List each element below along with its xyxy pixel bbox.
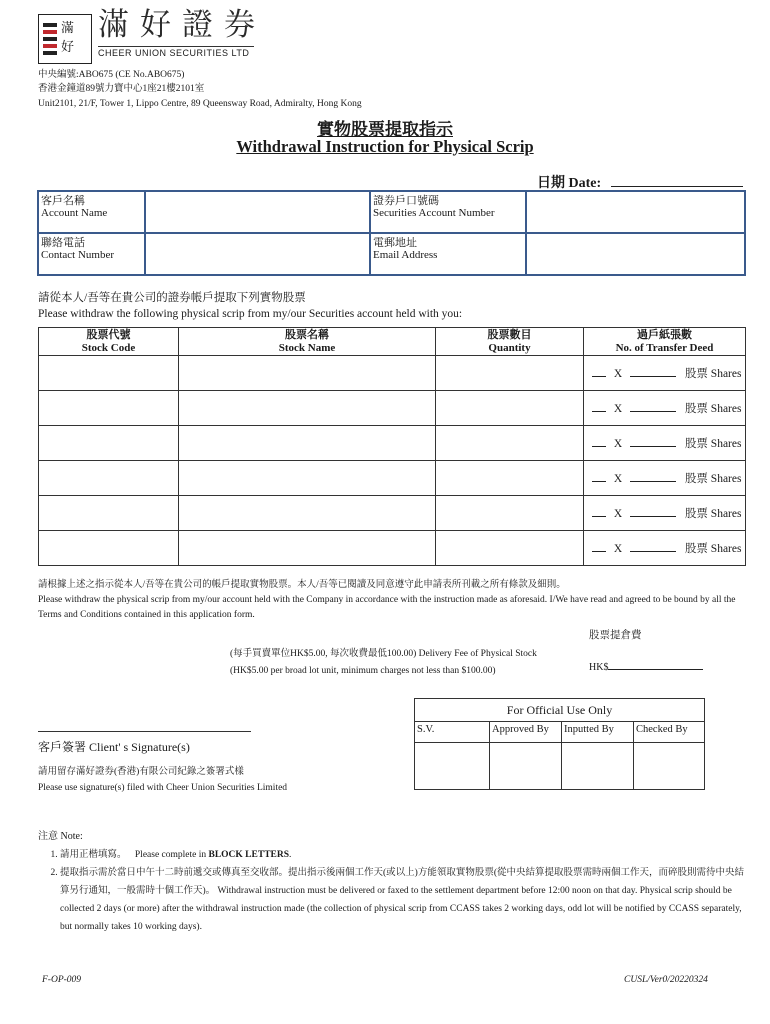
- email-label-en: Email Address: [373, 249, 438, 261]
- account-name-label: [38, 191, 145, 233]
- signature-line[interactable]: [38, 731, 251, 732]
- page-title-en: Withdrawal Instruction for Physical Scrip: [236, 137, 534, 156]
- deed-count-blank[interactable]: [592, 446, 606, 447]
- withdraw-request-en: Please withdraw the following physical scrip from my/our Securities account held with you:: [38, 308, 463, 320]
- header-transfer-deed-cn: 過戶紙張數: [637, 328, 692, 341]
- table-row: [39, 461, 746, 496]
- deed-unit: 股票 Shares: [684, 368, 742, 380]
- transfer-deed-field[interactable]: [584, 391, 746, 426]
- delivery-fee-title: 股票提倉費: [589, 630, 642, 641]
- terms-text: [38, 578, 748, 623]
- signature-note-en: Please use signature(s) filed with Cheer Union Securities Limited: [38, 783, 288, 793]
- stock-name-field[interactable]: [179, 461, 436, 496]
- header-stock-code-en: Stock Code: [81, 341, 136, 354]
- contact-number-label: [38, 233, 145, 275]
- notes-heading: 注意 Note:: [38, 831, 83, 842]
- deed-shares-blank[interactable]: [630, 551, 676, 552]
- header-quantity: [436, 328, 584, 356]
- stock-code-field[interactable]: [39, 426, 179, 461]
- header-stock-name: [179, 328, 436, 356]
- deed-x: X: [613, 438, 623, 450]
- logo-icon-text: 滿好: [61, 21, 75, 55]
- deed-unit: 股票 Shares: [684, 473, 742, 485]
- deed-unit: 股票 Shares: [684, 438, 742, 450]
- note-item-2: 2. 提取指示需於當日中午十二時前遞交或傳真至交收部。提出指示後兩個工作天(或以上)方能領取實物股票(從中央結算提取股票需時兩個工作天，而碎股則需待中央結算另行通知，一般需時十個工作天)。 Withdrawal instruction must be delivered or faxed to the settlement department before 12:00 noon on that day. Physical scrip should be collected 2 days (or more) after the withdrawal instruction made (the collection of physical scrip from CCASS takes 2 working days, odd lot will be notified by CCASS separately, but normally takes 10 working days).: [60, 864, 747, 936]
- securities-account-label: [370, 191, 526, 233]
- deed-count-blank[interactable]: [592, 411, 606, 412]
- quantity-field[interactable]: [436, 356, 584, 391]
- page-title-cn: 實物股票提取指示: [317, 120, 453, 140]
- delivery-fee-line2: (HK$5.00 per broad lot unit, minimum charges not less than $100.00): [230, 666, 496, 676]
- stock-table-header: [39, 328, 746, 356]
- date-field[interactable]: [611, 186, 743, 187]
- official-checked-field[interactable]: [634, 743, 705, 790]
- transfer-deed-field[interactable]: [584, 531, 746, 566]
- company-name-cn: 滿好證券: [98, 7, 266, 43]
- hk-currency-label: HK$: [589, 662, 609, 673]
- terms-cn: 請根據上述之指示從本人/吾等在貴公司的帳戶提取實物股票。本人/吾等已閱讀及同意遵守此申請表所刊載之所有條款及細則。: [38, 580, 566, 590]
- deed-count-blank[interactable]: [592, 516, 606, 517]
- official-sv-field[interactable]: [415, 743, 490, 790]
- stock-name-field[interactable]: [179, 356, 436, 391]
- official-col-inputted: Inputted By: [562, 722, 634, 743]
- stock-name-field[interactable]: [179, 531, 436, 566]
- stock-code-field[interactable]: [39, 356, 179, 391]
- note-1-bold: BLOCK LETTERS: [208, 850, 290, 860]
- deed-shares-blank[interactable]: [630, 516, 676, 517]
- stock-name-field[interactable]: [179, 426, 436, 461]
- stock-code-field[interactable]: [39, 531, 179, 566]
- contact-number-label-cn: 聯絡電話: [41, 237, 85, 249]
- header-stock-code: [39, 328, 179, 356]
- delivery-fee-text: [230, 646, 537, 680]
- deed-count-blank[interactable]: [592, 376, 606, 377]
- contact-number-field[interactable]: [145, 233, 370, 275]
- header-transfer-deed-en: No. of Transfer Deed: [615, 341, 714, 354]
- account-name-label-cn: 客戶名稱: [41, 195, 85, 207]
- header-transfer-deed: [584, 328, 746, 356]
- table-row: [39, 356, 746, 391]
- deed-shares-blank[interactable]: [630, 411, 676, 412]
- address-cn: 香港金鐘道89號力寶中心1座21樓2101室: [38, 84, 205, 94]
- delivery-fee-line1: (每手買賣單位HK$5.00, 每次收費最低100.00) Delivery Fee of Physical Stock: [230, 649, 537, 659]
- deed-x: X: [613, 508, 623, 520]
- table-row: [39, 531, 746, 566]
- header-quantity-en: Quantity: [488, 341, 531, 354]
- account-name-label-en: Account Name: [41, 207, 108, 219]
- quantity-field[interactable]: [436, 426, 584, 461]
- note-1-en: Please complete in: [134, 850, 207, 860]
- stock-code-field[interactable]: [39, 391, 179, 426]
- deed-x: X: [613, 543, 623, 555]
- contact-number-label-en: Contact Number: [41, 249, 115, 261]
- table-row: [39, 426, 746, 461]
- table-row: [39, 496, 746, 531]
- email-label-cn: 電郵地址: [373, 237, 417, 249]
- official-col-approved: Approved By: [490, 722, 562, 743]
- header-quantity-cn: 股票數目: [487, 328, 532, 341]
- header-stock-code-cn: 股票代號: [86, 328, 131, 341]
- terms-en: Please withdraw the physical scrip from my/our account held with the Company in accordance with the instruction made as aforesaid. I/We have read and agreed to be bound by all the Terms and Conditions contained in this application form.: [38, 595, 736, 620]
- deed-x: X: [613, 368, 623, 380]
- deed-shares-blank[interactable]: [630, 446, 676, 447]
- deed-shares-blank[interactable]: [630, 481, 676, 482]
- deed-unit: 股票 Shares: [684, 508, 742, 520]
- client-info-table: [37, 190, 746, 276]
- official-use-title: For Official Use Only: [415, 699, 705, 722]
- form-version: CUSL/Ver0/20220324: [624, 975, 708, 985]
- transfer-deed-field[interactable]: [584, 461, 746, 496]
- stock-code-field[interactable]: [39, 461, 179, 496]
- withdraw-request-cn: 請從本人/吾等在貴公司的證券帳戶提取下列實物股票: [38, 292, 306, 304]
- deed-x: X: [613, 403, 623, 415]
- deed-x: X: [613, 473, 623, 485]
- signature-note-cn: 請用留存滿好證券(香港)有限公司紀錄之簽署式樣: [38, 767, 244, 777]
- deed-unit: 股票 Shares: [684, 403, 742, 415]
- deed-shares-blank[interactable]: [630, 376, 676, 377]
- withdraw-request: [38, 290, 462, 322]
- header-stock-name-cn: 股票名稱: [285, 328, 329, 341]
- transfer-deed-field[interactable]: [584, 496, 746, 531]
- form-code: F-OP-009: [42, 975, 82, 985]
- quantity-field[interactable]: [436, 496, 584, 531]
- official-inputted-field[interactable]: [562, 743, 634, 790]
- ce-number: 中央編號:ABO675 (CE No.ABO675): [38, 70, 185, 80]
- stock-table: [38, 327, 746, 566]
- email-label: [370, 233, 526, 275]
- date-label: 日期 Date:: [537, 176, 602, 191]
- deed-count-blank[interactable]: [592, 481, 606, 482]
- account-name-field[interactable]: [145, 191, 370, 233]
- header-stock-name-en: Stock Name: [278, 341, 336, 354]
- official-col-sv: S.V.: [415, 722, 490, 743]
- stock-name-field[interactable]: [179, 496, 436, 531]
- email-field[interactable]: [526, 233, 745, 275]
- securities-account-label-cn: 證券戶口號碼: [373, 195, 439, 207]
- deed-count-blank[interactable]: [592, 551, 606, 552]
- table-row: [39, 391, 746, 426]
- signature-label: 客戶簽署 Client' s Signature(s): [38, 740, 190, 754]
- transfer-deed-field[interactable]: [584, 356, 746, 391]
- fee-amount-blank[interactable]: [608, 669, 703, 670]
- stock-name-field[interactable]: [179, 391, 436, 426]
- official-approved-field[interactable]: [490, 743, 562, 790]
- deed-unit: 股票 Shares: [684, 543, 742, 555]
- securities-account-field[interactable]: [526, 191, 745, 233]
- transfer-deed-field[interactable]: [584, 426, 746, 461]
- note-item-1: 1. 請用正楷填寫。 Please complete in BLOCK LETTERS.: [60, 846, 747, 864]
- company-name-en: CHEER UNION SECURITIES LTD: [98, 46, 254, 58]
- address-en: Unit2101, 21/F, Tower 1, Lippo Centre, 89 Queensway Road, Admiralty, Hong Kong: [38, 99, 362, 109]
- delivery-fee-amount: [589, 662, 703, 673]
- note-1-cn: 請用正楷填寫。: [60, 850, 127, 860]
- quantity-field[interactable]: [436, 531, 584, 566]
- logo-icon: [38, 14, 92, 64]
- quantity-field[interactable]: [436, 391, 584, 426]
- quantity-field[interactable]: [436, 461, 584, 496]
- stock-code-field[interactable]: [39, 496, 179, 531]
- official-col-checked: Checked By: [634, 722, 705, 743]
- securities-account-label-en: Securities Account Number: [373, 207, 495, 219]
- official-use-table: [414, 698, 705, 790]
- notes-list: [42, 846, 747, 936]
